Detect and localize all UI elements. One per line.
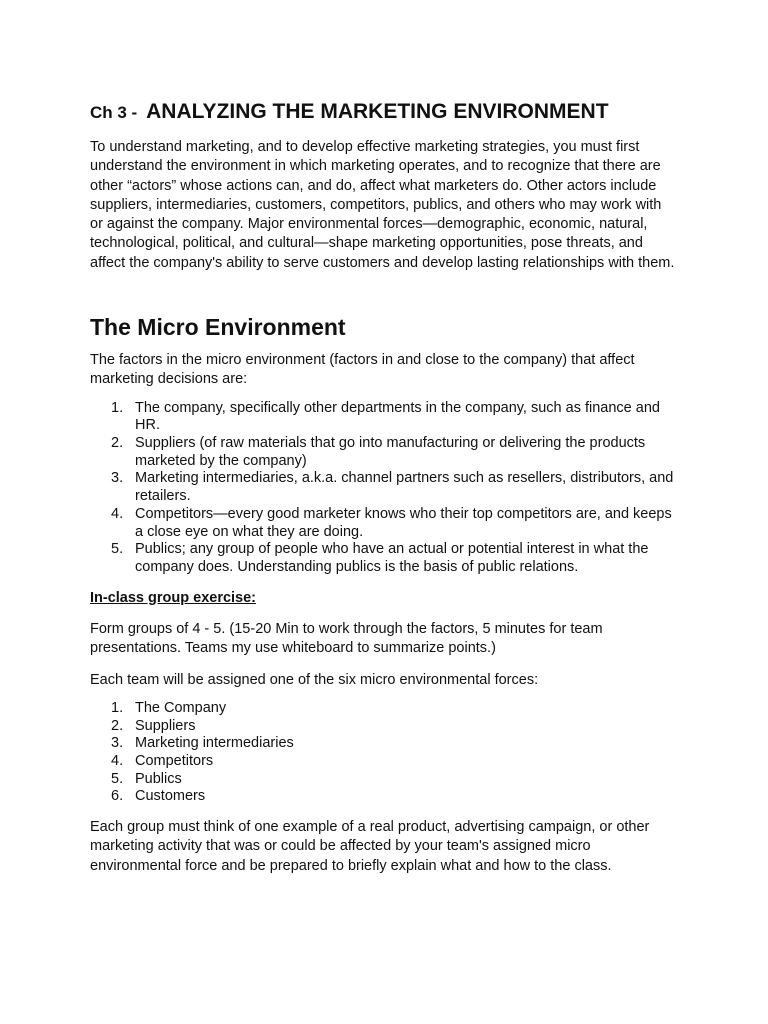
list-item-text: Publics (135, 770, 182, 787)
list-item (90, 506, 678, 541)
exercise-label: In-class group exercise: (90, 589, 257, 606)
list-item-text: Competitors (135, 753, 214, 769)
list-item (90, 735, 678, 753)
teams-intro-paragraph: Each team will be assigned one of the six micro environmental forces: (90, 671, 539, 688)
list-item-text: Marketing intermediaries (135, 735, 294, 752)
factors-list (90, 400, 678, 577)
forces-list (90, 700, 678, 806)
intro-paragraph: To understand marketing, and to develop effective marketing strategies, you must first understand the environment in which marketing operates, and to recognize that there are other “actors” whose actions can, and do, affect what marketers do. Other actors include suppliers, intermediaries, customers, competitors, publics, and others who may work with or against the company. Major environmental forces—demographic, economic, natural, technological, political, and cultural—shape marketing opportunities, pose threats, and affect the company's ability to serve customers and develop lasting relationships with them. (90, 139, 675, 271)
list-item-text: Marketing intermediaries, a.k.a. channel partners such as resellers, distributors, and retailers. (135, 470, 674, 505)
list-item (90, 435, 678, 470)
list-item-number: 3. (111, 470, 124, 487)
list-item-number: 3. (111, 735, 124, 752)
list-item-text: The company, specifically other departments in the company, such as finance and HR. (135, 399, 660, 434)
list-item (90, 400, 678, 435)
list-item (90, 470, 678, 505)
chapter-prefix: Ch 3 - (90, 103, 138, 122)
list-item (90, 771, 678, 789)
list-item-number: 5. (111, 770, 124, 787)
list-item-number: 4. (111, 505, 124, 522)
list-item-text: Customers (135, 788, 206, 805)
list-item-number: 2. (111, 717, 124, 734)
exercise-description: Form groups of 4 - 5. (15-20 Min to work through the factors, 5 minutes for team presentations. Teams my use whiteboard to summarize points.) (90, 621, 603, 657)
list-item-text: Competitors—every good marketer knows who their top competitors are, and keeps a close eye on what they are doing. (135, 505, 672, 540)
list-item-text: Suppliers (of raw materials that go into manufacturing or delivering the products marketed by the company) (135, 435, 646, 469)
list-item (90, 788, 678, 806)
list-item-number: 6. (111, 788, 124, 805)
chapter-heading (90, 92, 678, 128)
list-item-number: 4. (111, 753, 124, 769)
list-item-number: 5. (111, 541, 124, 558)
list-item (90, 753, 678, 771)
list-item-number: 1. (111, 699, 124, 716)
list-item-number: 2. (111, 435, 124, 452)
list-item-text: Suppliers (135, 717, 196, 734)
list-item (90, 718, 678, 736)
factors-intro-paragraph: The factors in the micro environment (factors in and close to the company) that affect marketing decisions are: (90, 352, 635, 388)
closing-paragraph: Each group must think of one example of a real product, advertising campaign, or other marketing activity that was or could be affected by your team's assigned micro environmental force and be prepared to briefly explain what and how to the class. (90, 819, 650, 874)
list-item (90, 700, 678, 718)
list-item-text: The Company (135, 699, 227, 716)
section-heading: The Micro Environment (90, 314, 346, 341)
list-item-text: Publics; any group of people who have an actual or potential interest in what the company does. Understanding publics is the basis of public relations. (135, 541, 649, 575)
list-item (90, 541, 678, 576)
chapter-title: ANALYZING THE MARKETING ENVIRONMENT (146, 100, 609, 123)
list-item-number: 1. (111, 399, 124, 416)
